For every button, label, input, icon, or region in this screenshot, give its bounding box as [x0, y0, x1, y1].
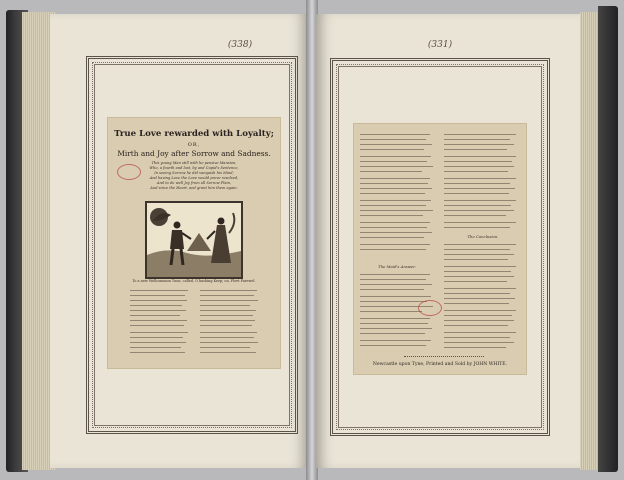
ornamental-rule [404, 356, 484, 360]
tune-line: To a new Wellcommon Tune, called, O bashing Keep; on, Fleet Farewel. [132, 279, 256, 283]
book-cover-right [598, 6, 618, 472]
right-verse-column-2-top [444, 132, 522, 232]
right-folio: (331) [427, 40, 453, 50]
section-maids-answer: The Maid's Answer. [378, 264, 416, 269]
ballad-title-or: OR, [187, 142, 201, 148]
intro-line-1: This young Man still with he pensive Mansion, [151, 161, 237, 165]
section-conclusion: The Conclusion. [467, 234, 499, 239]
left-broadside-sheet [108, 118, 280, 368]
ballad-title-line2: Mirth and Joy after Sorrow and Sadness. [117, 149, 271, 158]
right-verse-column-2-bottom [444, 242, 522, 354]
left-verse-column-2 [200, 288, 260, 358]
intro-line-2: Who, a fourth and lost, by and Cupid's Sentence, [149, 166, 239, 170]
intro-line-4: And having Love the Love would prove resolved, [149, 176, 239, 180]
left-folio: (338) [227, 40, 253, 50]
left-verse-column-1 [130, 288, 190, 358]
right-page [316, 14, 582, 468]
imprint-line: Newcastle upon Tyne, Printed and Sold by JOHN WHITE. [372, 362, 508, 367]
right-broadside-sheet [354, 124, 526, 374]
left-page [50, 14, 308, 468]
woodcut-figures-icon [147, 203, 241, 277]
intro-line-3: In seeing Sorrow he did vanquish his Mind; [154, 171, 234, 175]
intro-line-6: And since the Heart, and grant him them again. [150, 186, 238, 190]
library-stamp-right [418, 300, 442, 316]
library-stamp [117, 164, 141, 180]
ballad-title-line1: True Love rewarded with Loyalty; [114, 129, 274, 139]
intro-line-5: And to do well Joy from all Sorrow Plain, [156, 181, 232, 185]
right-verse-column-1-top [360, 132, 438, 262]
woodcut-illustration [145, 201, 243, 279]
